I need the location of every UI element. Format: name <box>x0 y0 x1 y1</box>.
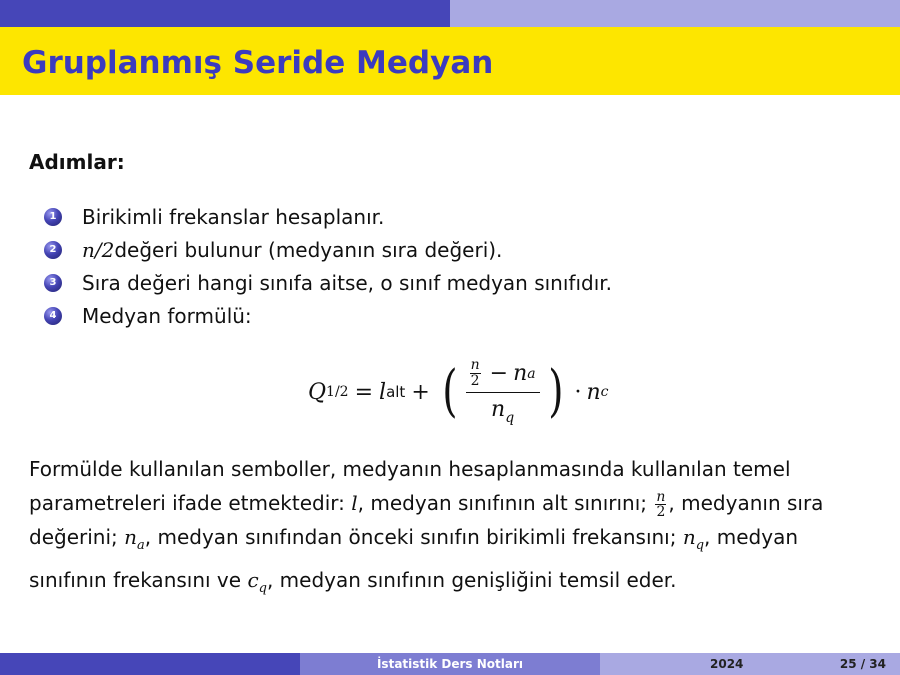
paragraph-text: , medyan sınıfından önceki sınıfın birikimli frekansını; <box>144 525 683 549</box>
formula-denominator <box>491 393 514 426</box>
formula-nq: n <box>491 397 506 423</box>
paragraph-math-l: l <box>351 491 358 515</box>
paragraph-math-nq-subscript: q <box>695 538 705 553</box>
formula-nc: n <box>586 379 601 405</box>
top-bar <box>0 0 900 27</box>
step-number-bullet: 2 <box>44 241 62 259</box>
formula-two: 2 <box>470 373 480 389</box>
formula-l: l <box>379 379 387 405</box>
step-item <box>44 299 612 332</box>
paragraph-text: , medyan sınıfının frekansını ve <box>29 525 799 592</box>
footer-year: 2024 <box>710 657 744 671</box>
formula-q: Q <box>308 379 327 405</box>
formula-nc-subscript: c <box>600 384 609 400</box>
footer-bar <box>0 653 900 675</box>
footer-page-number: 25 / 34 <box>839 657 886 671</box>
formula-dot: · <box>574 379 582 405</box>
formula-fraction <box>466 358 540 427</box>
formula-na: n <box>513 361 528 386</box>
paragraph-math-n-over-2 <box>655 490 666 519</box>
step-item <box>44 200 612 233</box>
paragraph-text: , medyan sınıfının genişliğini temsil eder. <box>266 568 677 592</box>
formula-numerator <box>466 358 540 394</box>
step-number-bullet: 1 <box>44 208 62 226</box>
slide-title: Gruplanmış Seride Medyan <box>22 45 494 81</box>
step-number-bullet: 4 <box>44 307 62 325</box>
formula-n: n <box>470 356 480 373</box>
formula-open-paren: ( <box>442 359 458 424</box>
paragraph-text: Formülde kullanılan semboller, medyanın hesaplanmasında kullanılan temel parametreleri ifade etmektedir: <box>29 457 791 515</box>
paragraph-math-na-subscript: a <box>137 538 145 553</box>
footer-right-segment <box>600 653 900 675</box>
section-heading: Adımlar: <box>29 150 125 174</box>
step-item <box>44 233 612 266</box>
paragraph-math-cq: c <box>247 568 259 592</box>
top-bar-right-segment <box>450 0 900 27</box>
paragraph-math-na: n <box>124 525 137 549</box>
formula-na-subscript: a <box>527 365 536 382</box>
formula-minus: − <box>489 361 509 386</box>
top-bar-left-segment <box>0 0 450 27</box>
paragraph-math-nq: n <box>682 525 696 549</box>
step-number-bullet: 3 <box>44 274 62 292</box>
paragraph-frac-denominator: 2 <box>656 504 666 520</box>
step-text: Sıra değeri hangi sınıfa aitse, o sınıf medyan sınıfıdır. <box>82 270 613 295</box>
formula-q-subscript: 1/2 <box>326 384 349 400</box>
steps-list <box>44 200 612 332</box>
formula-n-over-2 <box>470 358 481 390</box>
step-text: Birikimli frekanslar hesaplanır. <box>82 204 385 229</box>
formula-equals: = <box>354 379 374 405</box>
paragraph-text: , medyan sınıfının alt sınırını; <box>357 491 654 515</box>
footer-left-segment <box>0 653 300 675</box>
formula-nq-subscript: q <box>505 410 515 427</box>
step-text: değeri bulunur (medyanın sıra değeri). <box>114 237 503 262</box>
title-band <box>0 27 900 95</box>
formula-plus: + <box>411 379 430 405</box>
step-item <box>44 266 612 299</box>
symbols-explanation <box>29 452 879 606</box>
paragraph-text: , medyanın sıra değerini; <box>29 491 824 549</box>
formula-l-subscript: alt <box>386 383 406 401</box>
step-math: n/2 <box>82 237 115 262</box>
footer-course-title: İstatistik Ders Notları <box>300 653 600 675</box>
formula-close-paren: ) <box>547 359 564 424</box>
paragraph-math-cq-subscript: q <box>258 581 267 596</box>
paragraph-frac-numerator: n <box>656 489 666 505</box>
step-text: Medyan formülü: <box>82 303 252 328</box>
median-formula <box>308 352 608 432</box>
